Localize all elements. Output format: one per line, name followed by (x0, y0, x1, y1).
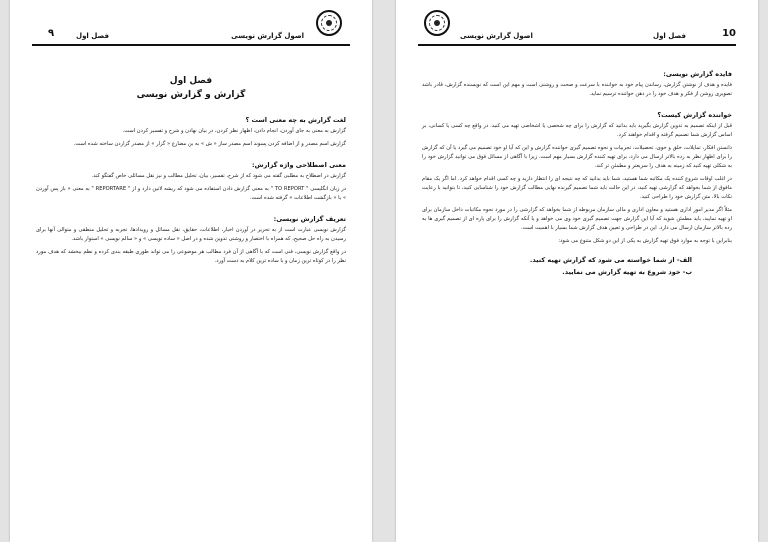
section-heading: لغت گزارش به چه معنی است ؟ (245, 116, 346, 124)
chapter-subtitle: گزارش و گزارش نویسی (136, 90, 246, 100)
right-page-body (422, 70, 732, 278)
paragraph: در اغلب اوقات شروع کننده یک مکاتبه شما هستید، شما باید بدانید که چه نتیجه ای را انتظار دارید و چه کسی اقدام خواهد کرد. اما اگر یک مقام مافوق از شما بخواهد که گزارشی تهیه کنید، در این حالت باید شما تصمیم گیرنده نهایی مطالب گزارش خود را شناسایی کنید، تا بتوانید با رعایت نکات بالا، متن گزارش خود را طراحی کنید. (422, 176, 732, 200)
paragraph: گزارش در اصطلاح به مطلبی گفته می شود که از شرح، تفسیر، بیان، تحلیل مطالب و نیز نقل مسائلی خاص گفتگو کند. (91, 173, 346, 179)
left-chapter-label: فصل اول (76, 32, 109, 40)
right-page (396, 0, 758, 542)
university-seal-icon (424, 10, 450, 36)
paragraph: قبل از اینکه تصمیم به تدوین گزارش بگیرید باید بدانید که گزارش را برای چه شخصی یا اشخاصی تهیه می کنید. در واقع چه کسی یا کسانی، بر اساس گزارش شما تصمیم گرفته و اقدام خواهند کرد. (422, 123, 732, 138)
chapter-title: فصل اول (169, 76, 213, 86)
left-page (10, 0, 372, 542)
left-page-header (32, 8, 350, 52)
paragraph: در واقع گزارش نویسی، فنی است که با آگاهی از آن فرد مطالب هر موضوعی را می تواند طوری طبقه بندی کرده و نظم ببخشد که هدف مورد نظر را در کوتاه ترین زمان و با ساده ترین کلام به دست آورد. (36, 249, 346, 264)
right-header-rule (418, 44, 736, 46)
paragraph: در زبان انگلیسی " TO REPORT " به معنی گزارش دادن استفاده می شود که ریشه لاتین دارد و از " REPORTARE " به معنی « باز پس آوردن » یا « بازگشت اطلاعات » گرفته شده است. (36, 186, 347, 201)
right-page-number: 10 (722, 28, 736, 39)
right-book-title: اصول گزارش نویسی (460, 32, 533, 40)
emphasis-line: الف- از شما خواسته می شود که گزارش تهیه کنید. (529, 256, 692, 264)
left-header-rule (32, 44, 350, 46)
paragraph: دانستن افکار، تمایلات، خلق و خوی، تحصیلات، تجربیات و نحوه تصمیم گیری خواننده گزارش و این که آیا او خود تصمیم می گیرد یا آن که گزارش را برای اظهار نظر به رده بالاتر ارسال می دارد، برای تهیه کننده گزارش بسیار مهم است. زیرا با آگاهی از مسائل فوق می توانید گزارش خود را به شکلی تهیه کنید که زمینه به هدف را سریعتر و مطمئن تر کند. (422, 145, 732, 169)
emphasis-line: ب- خود شروع به تهیه گزارش می نمایید. (562, 268, 692, 276)
left-page-number: ۹ (48, 28, 55, 39)
paragraph: گزارش اسم مصدر و از اضافه کردن پسوند اسم مصدر ساز « ش » به بن مضارع « گزار » از مصدر گزاردن ساخته شده است. (73, 141, 346, 147)
paragraph: بنابراین با توجه به موارد فوق تهیه گزارش به یکی از این دو شکل متنوع می شود: (558, 238, 732, 244)
section-heading: خواننده گزارش کیست؟ (657, 111, 732, 119)
left-page-body (36, 74, 346, 270)
paragraph: گزارش نویسی عبارت است از به تحریر در آوردن اخبار، اطلاعات، حقایق، نقل مسائل و رویدادها، تجربه و تحلیل منطقی و متوالی آنها برای رسیدن به راه حل صحیح، که همراه با اختصار و روشنی تدوین شده و در اصل « ساده نویسی » و « سالم نویسی » استوار باشد. (36, 227, 346, 242)
section-heading: معنی اصطلاحی واژه گزارش: (252, 161, 346, 169)
paragraph: فایده و هدف از نوشتن گزارش، رساندن پیام خود به خواننده با سرعت و صحت و روشنی است و مهم این است که نویسنده گزارش، قادر باشد تصویری روشن از فکر و هدف خود را در ذهن خواننده ترسیم نماید. (422, 82, 732, 97)
right-chapter-label: فصل اول (653, 32, 686, 40)
right-page-header (418, 8, 736, 52)
paragraph: گزارش به معنی به جای آوردن، انجام دادن، اظهار نظر کردن، در بیان نهادن و شرح و تفسیر کردن است. (122, 128, 346, 134)
section-heading: تعریف گزارش نویسی: (273, 215, 346, 223)
section-heading: فایده گزارش نویسی: (663, 70, 732, 78)
left-book-title: اصول گزارش نویسی (231, 32, 304, 40)
paragraph: مثلاً اگر مدیر امور اداری هستید و معاون اداری و مالی سازمان مربوطه از شما بخواهد که گزارشی را در مورد نحوه مکاتبات داخل سازمان برای او تهیه نمایید، باید مطمئن شوید که آیا این گزارش جهت تصمیم گیری خود وی می خواهد و یا آنکه گزارش را برای پاره ای از تصمیم گیری ها به رده بالاتر سازمان ارسال می دارد. این در طراحی و تعیین هدف گزارش شما بسیار با اهمیت است. (422, 207, 732, 231)
university-seal-icon (316, 10, 342, 36)
